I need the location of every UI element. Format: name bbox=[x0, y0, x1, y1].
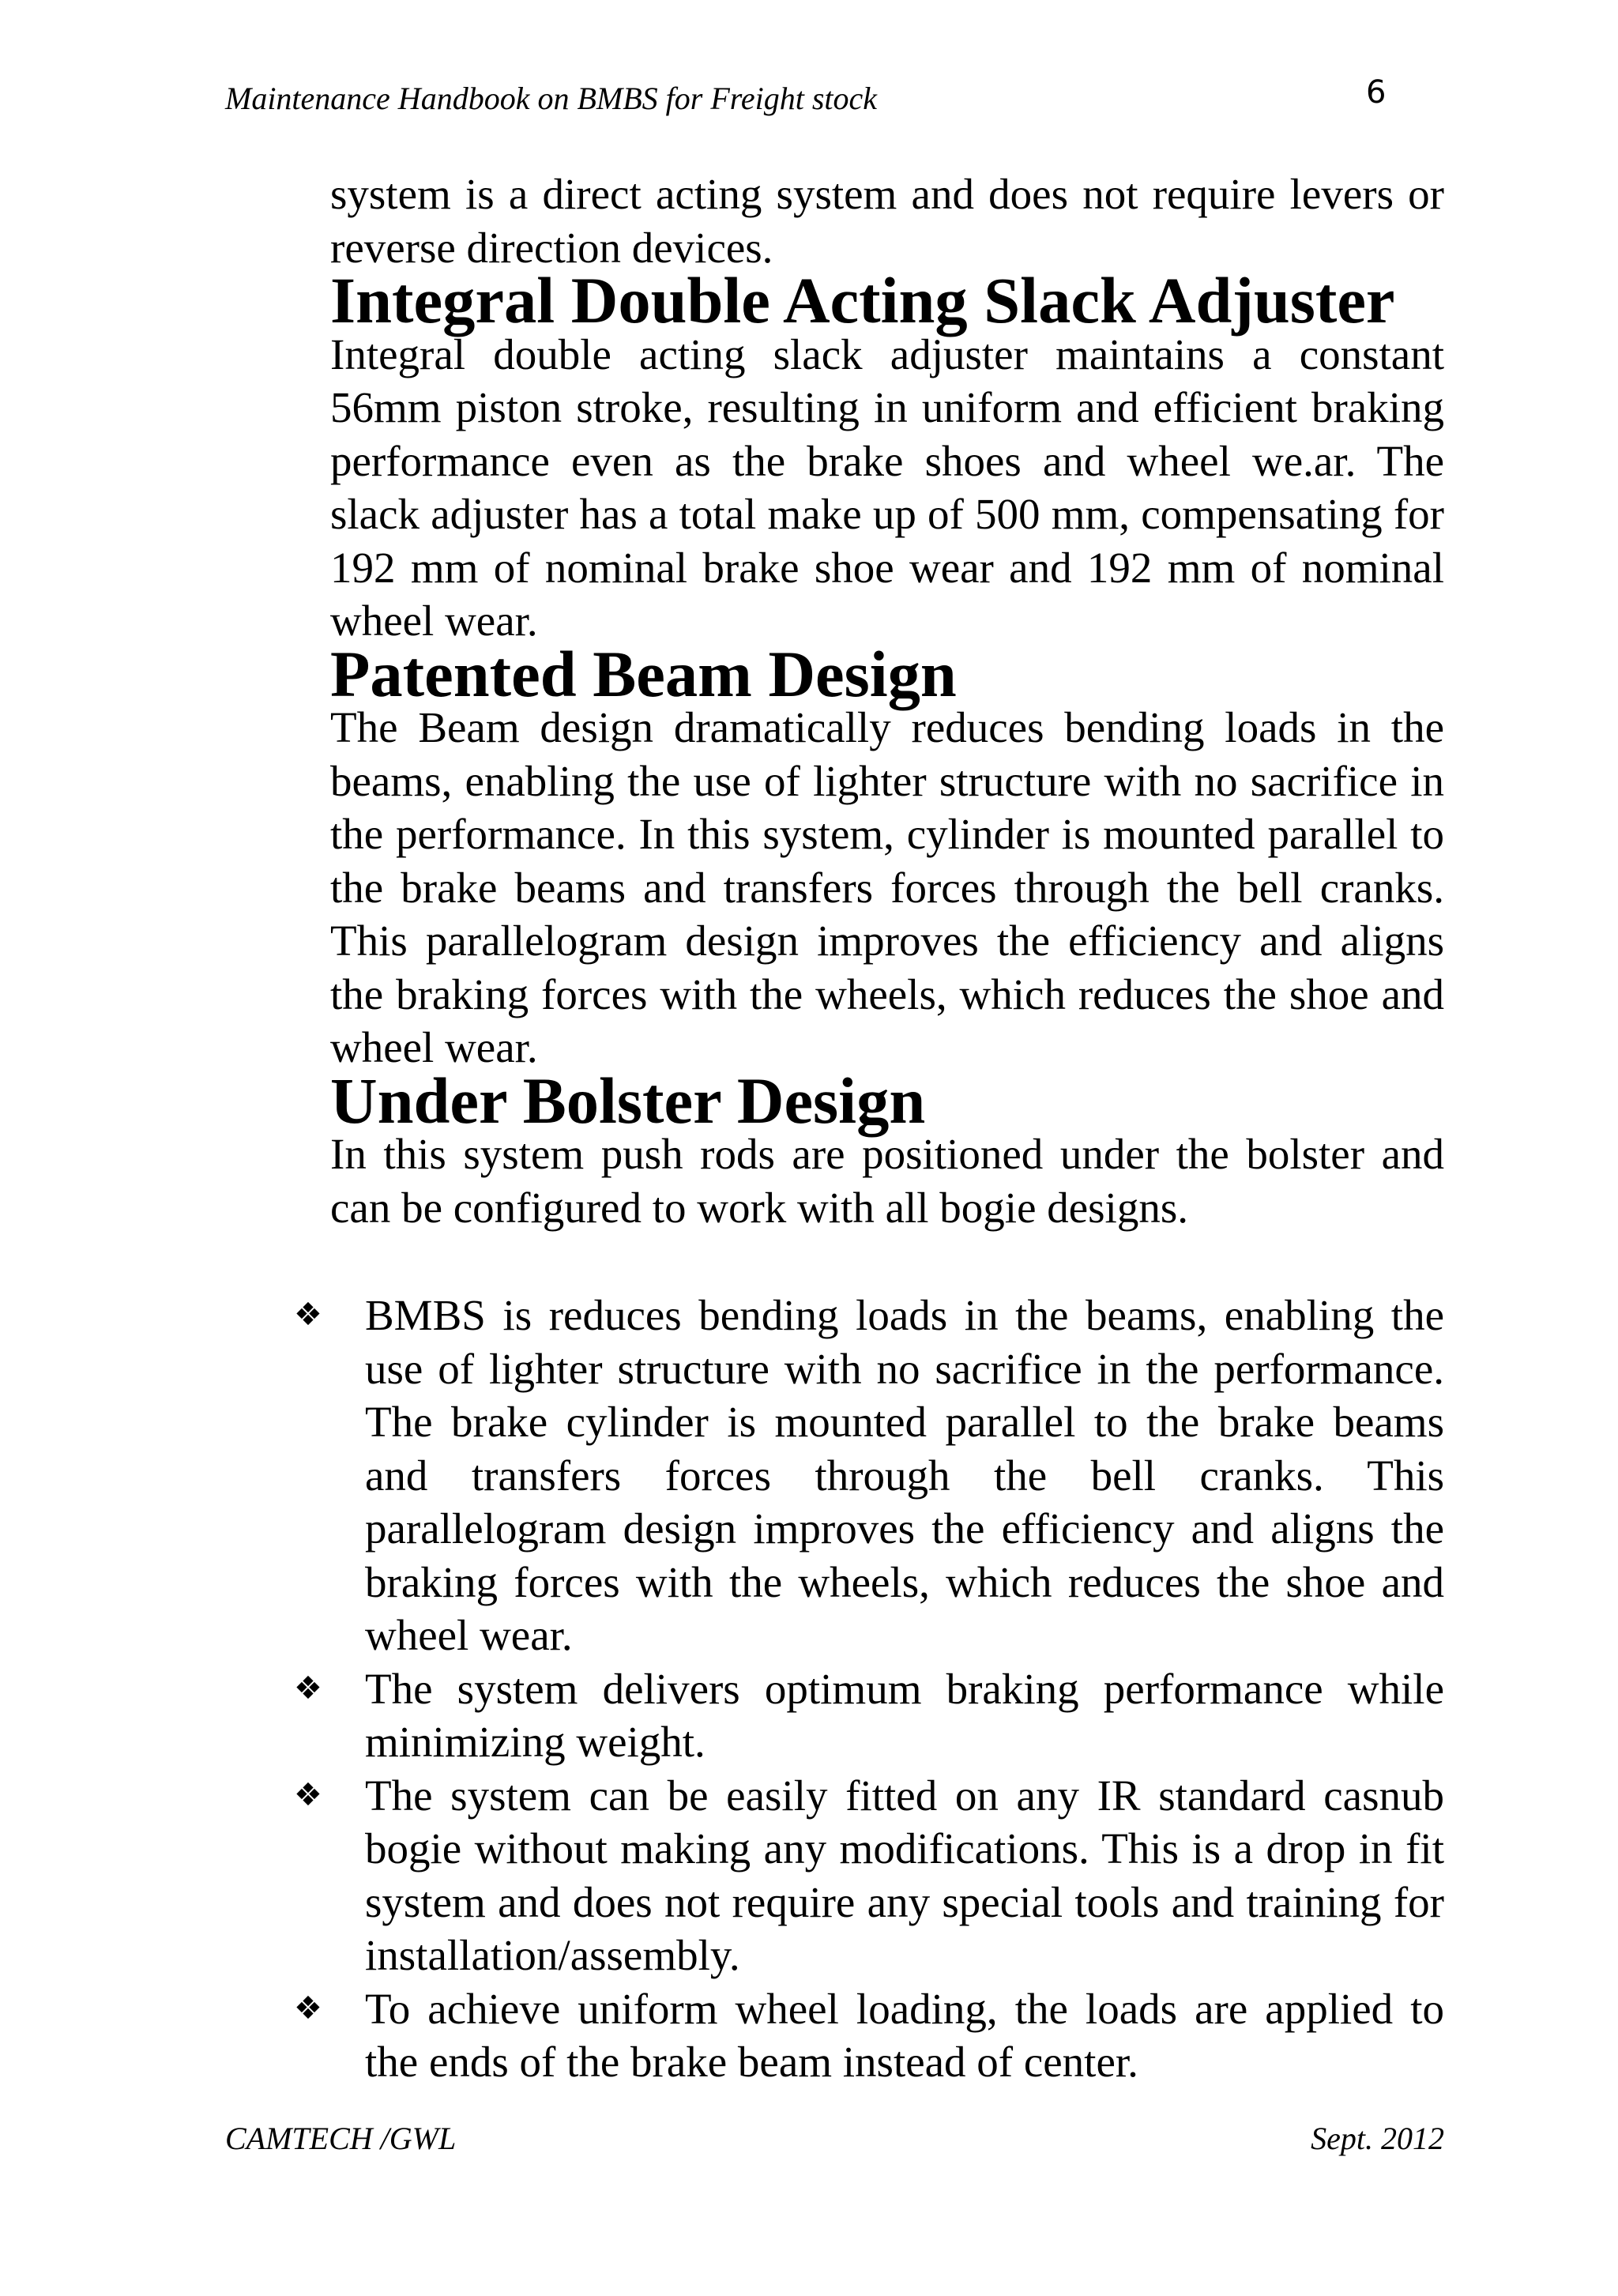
bullet-item bbox=[294, 1982, 1444, 2089]
section-paragraph: The Beam design dramatically reduces bending loads in the beams, enabling the use of lighter structure with no sacrifice in the performance. In this system, cylinder is mounted parallel to the brake beams and transfers forces through the bell cranks. This parallelogram design improves the efficiency and aligns the braking forces with the wheels, which reduces the shoe and wheel wear. bbox=[330, 703, 1444, 1071]
bullet-text: To achieve uniform wheel loading, the loads are applied to the ends of the brake beam instead of center. bbox=[365, 1984, 1444, 2086]
section-paragraph: In this system push rods are positioned under the bolster and can be configured to work with all bogie designs. bbox=[330, 1130, 1444, 1232]
page-header-title: Maintenance Handbook on BMBS for Freight stock bbox=[225, 81, 877, 116]
body-text bbox=[330, 167, 1444, 1234]
bullet-list bbox=[294, 1289, 1444, 2089]
section-heading: Under Bolster Design bbox=[330, 1063, 926, 1137]
page-number: 6 bbox=[1366, 74, 1387, 111]
bullet-text: BMBS is reduces bending loads in the beams, enabling the use of lighter structure with no sacrifice in the performance. The brake cylinder is mounted parallel to the brake beams and transfers forces through the bell cranks. This parallelogram design improves the efficiency and aligns the braking forces with the wheels, which reduces the shoe and wheel wear. bbox=[365, 1291, 1444, 1659]
bullet-item bbox=[294, 1662, 1444, 1769]
diamond-bullet-icon: ❖ bbox=[294, 1776, 322, 1813]
footer-organization: CAMTECH /GWL bbox=[225, 2121, 457, 2156]
bullet-text: The system delivers optimum braking performance while minimizing weight. bbox=[365, 1664, 1444, 1766]
diamond-bullet-icon: ❖ bbox=[294, 1297, 322, 1333]
section-heading: Patented Beam Design bbox=[330, 637, 957, 710]
bullet-item bbox=[294, 1289, 1444, 1662]
section-paragraph: Integral double acting slack adjuster maintains a constant 56mm piston stroke, resulting in uniform and efficient braking performance even as the brake shoes and wheel we.ar. The slack adjuster has a total make up of 500 mm, compensating for 192 mm of nominal brake shoe wear and 192 mm of nominal wheel wear. bbox=[330, 329, 1444, 645]
diamond-bullet-icon: ❖ bbox=[294, 1989, 322, 2027]
section-heading: Integral Double Acting Slack Adjuster bbox=[330, 264, 1395, 337]
bullet-item bbox=[294, 1769, 1444, 1982]
footer-date: Sept. 2012 bbox=[1311, 2121, 1444, 2156]
diamond-bullet-icon: ❖ bbox=[294, 1669, 322, 1707]
bullet-text: The system can be easily fitted on any IR standard casnub bogie without making any modifications. This is a drop in fit system and does not require any special tools and training for installation/assembly. bbox=[365, 1771, 1444, 1979]
intro-paragraph: system is a direct acting system and does not require levers or reverse direction devices. bbox=[330, 170, 1444, 272]
